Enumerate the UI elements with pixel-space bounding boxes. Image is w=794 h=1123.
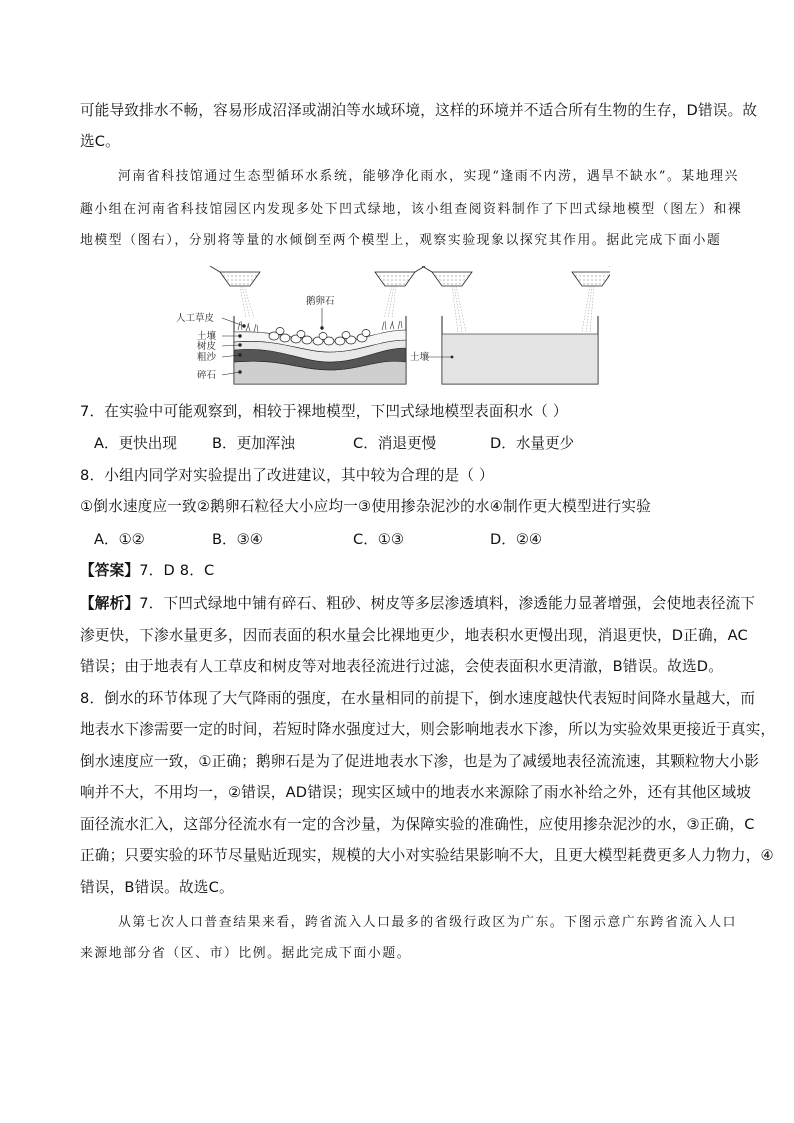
- label-soil-right: 土壤: [410, 352, 430, 363]
- analysis-line-5: 地表水下渗需要一定的时间，若短时降水强度过大，则会影响地表水下渗，所以为实验效果更接近于真实，: [80, 721, 776, 738]
- analysis-line-6: 倒水速度应一致，①正确；鹅卵石是为了促进地表水下渗，也是为了减缓地表径流流速，其颗粒物大小影: [80, 753, 760, 770]
- water-container-right-1: [432, 272, 472, 286]
- water-container-left-1: [220, 272, 260, 286]
- passage-line-2: 趣小组在河南省科技馆园区内发现多处下凹式绿地，该小组查阅资料制作了下凹式绿地模型（图左）和裸: [80, 202, 743, 217]
- artificial-grass: [238, 321, 402, 332]
- water-container-right-2: [572, 272, 610, 286]
- q8-option-a: A．①②: [94, 531, 145, 548]
- analysis-label: 【解析】: [80, 595, 140, 612]
- bare-land-model: [410, 266, 610, 384]
- q8-option-b: B．③④: [212, 531, 263, 548]
- analysis-line-1: [80, 594, 755, 614]
- analysis-line-7: 响并不大，不用均一，②错误，AD错误；现实区域中的地表水来源除了雨水补给之外，还有其他区域坡: [80, 784, 752, 801]
- answer-label: 【答案】: [80, 562, 140, 579]
- label-bark: 树皮: [197, 341, 217, 352]
- prev-analysis-line-2: 选C。: [80, 133, 120, 150]
- water-container-left-2: [375, 272, 415, 286]
- answer-line: [80, 561, 214, 581]
- q7-stem: 7．在实验中可能观察到，相较于裸地模型，下凹式绿地模型表面积水（ ）: [80, 403, 568, 420]
- q7-option-b: B．更加浑浊: [212, 435, 295, 452]
- label-artificial-grass: 人工草皮: [176, 313, 215, 324]
- q8-items: ①倒水速度应一致②鹅卵石粒径大小应均一③使用掺杂泥沙的水④制作更大模型进行实验: [80, 498, 651, 515]
- analysis-line-4: 8．倒水的环节体现了大气降雨的强度，在水量相同的前提下，倒水速度越快代表短时间降水量越大，而: [80, 690, 756, 707]
- label-gravel: 碎石: [197, 370, 217, 381]
- label-coarse-sand: 粗沙: [197, 352, 217, 363]
- analysis-line-3: 错误；由于地表有人工草皮和树皮等对地表径流进行过滤，会使表面积水更清澈，B错误。故选D。: [80, 658, 723, 675]
- passage-line-1: 河南省科技馆通过生态型循环水系统，能够净化雨水，实现“逢雨不内涝，遇旱不缺水”。某地理兴: [118, 169, 739, 184]
- q7-option-a: A．更快出现: [94, 435, 177, 452]
- experiment-models-figure: [170, 266, 610, 386]
- q7-option-d: D．水量更少: [490, 435, 575, 452]
- analysis-line-2: 渗更快，下渗水量更多，因而表面的积水量会比裸地更少，地表积水更慢出现，消退更快，D正确，AC: [80, 627, 748, 644]
- analysis-line-9: 正确；只要实验的环节尽量贴近现实，规模的大小对实验结果影响不大，且更大模型耗费更多人力物力，④: [80, 847, 774, 864]
- q8-option-c: C．①③: [353, 531, 404, 548]
- water-stream-right: [452, 286, 594, 332]
- analysis-line-8: 面径流水汇入，这部分径流水有一定的含沙量，为保障实验的准确性，应使用掺杂泥沙的水，③正确，C: [80, 816, 755, 833]
- analysis-line-10: 错误，B错误。故选C。: [80, 879, 234, 896]
- bare-soil-layer: [442, 334, 598, 384]
- passage-line-3: 地模型（图右），分别将等量的水倾倒至两个模型上，观察实验现象以探究其作用。据此完成下面小题: [80, 233, 722, 248]
- q8-option-d: D．②④: [490, 531, 542, 548]
- q7-option-c: C．消退更慢: [353, 435, 437, 452]
- prev-analysis-line-1: 可能导致排水不畅，容易形成沼泽或湖泊等水域环境，这样的环境并不适合所有生物的生存，D错误。故: [80, 102, 758, 119]
- label-soil-left: 土壤: [197, 331, 217, 342]
- q8-stem: 8．小组内同学对实验提出了改进建议，其中较为合理的是（ ）: [80, 467, 494, 484]
- label-pebbles: 鹅卵石: [306, 296, 335, 307]
- answer-text: 7．D 8．C: [139, 562, 215, 579]
- sunken-greenspace-model: [176, 266, 425, 384]
- analysis-text-1: 7．下凹式绿地中铺有碎石、粗砂、树皮等多层渗透填料，渗透能力显著增强，会使地表径流下: [139, 595, 756, 612]
- next-passage-line-2: 来源地部分省（区、市）比例。据此完成下面小题。: [80, 946, 412, 961]
- next-passage-line-1: 从第七次人口普查结果来看，跨省流入人口最多的省级行政区为广东。下图示意广东跨省流入人口: [118, 915, 738, 930]
